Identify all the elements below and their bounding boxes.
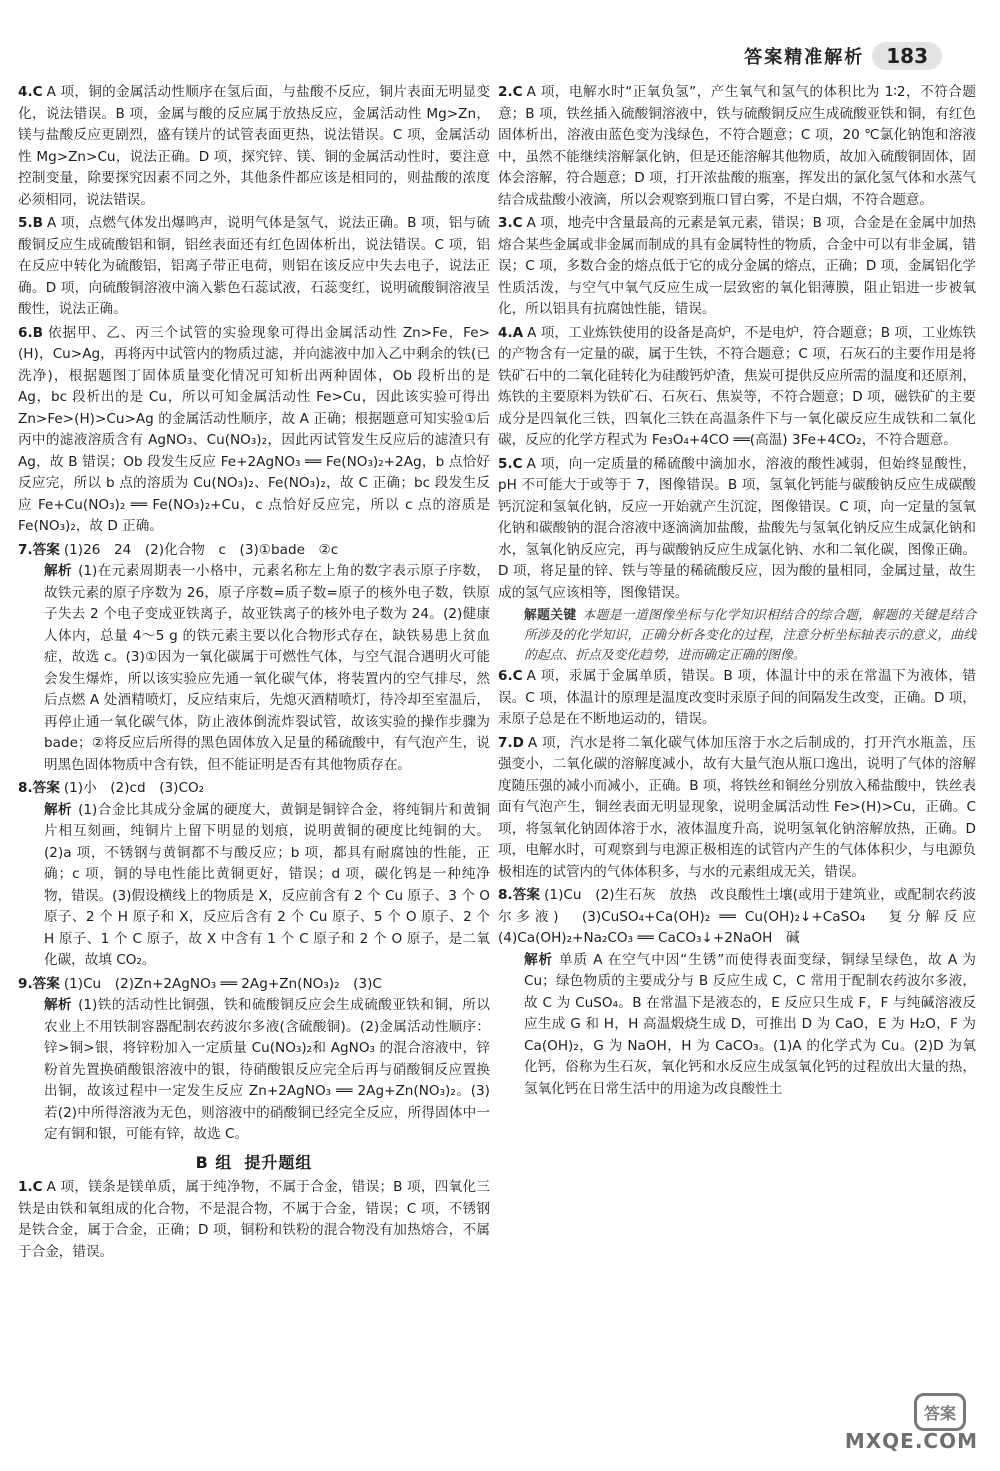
answer-text: A 项，向一定质量的稀硫酸中滴加水，溶液的酸性减弱，但始终显酸性，pH 不可能大于或等于 7，图像错误。B 项，氢氧化钙能与碳酸钠反应生成碳酸钙沉淀和氢氧化钠，反应一开始就产生沉淀，图像错误。C 项，向一定量的氢氧化钠和碳酸钠的混合溶液中逐滴滴加盐酸，盐酸先与氢氧化钠反应生成氯化钠和水，氢氧化钠反应完，再与碳酸钠反应生成氯化钠、水和二氧化碳，图像正确。D 项，将足量的锌、铁与等量的稀硫酸反应，因为酸的量相同，金属过量，故生成的氢气应该相等，图像错误。	[498, 455, 976, 601]
answer-text: A 项，电解水时“正氧负氢”，产生氧气和氢气的体积比为 1∶2，不符合题意；B 项，铁丝插入硫酸铜溶液中，铁与硫酸铜反应生成硫酸亚铁和铜，有红色固体析出，溶液由蓝色变为浅绿色，不符合题意；C 项，20 ℃氯化钠饱和溶液中，虽然不能继续溶解氯化钠，但是还能溶解其他物质，故加入硫酸铜固体，固体会溶解，符合题意；D 项，打开浓盐酸的瓶塞，挥发出的氯化氢气体和水蒸气结合成盐酸小液滴，所以会观察到瓶口冒白雾，不是白烟，不符合题意。	[498, 84, 976, 208]
analysis-tag: 解析	[44, 997, 73, 1013]
answer-item-7	[498, 733, 976, 884]
analysis-text: (1)在元素周期表一小格中，元素名称左上角的数字表示原子序数，故铁元素的原子序数为 26，原子序数=质子数=原子的核外电子数，铁原子失去 2 个电子变成亚铁离子，故亚铁离子的核外电子数为 24。(2)健康人体内，总量 4～5 g 的铁元素主要以化合物形式存在，缺铁易患上贫血症，故选 c。(3)①因为一氧化碳属于可燃性气体，与空气混合遇明火可能会发生爆炸，所以该实验应先通一氧化碳气体，将装置内的空气排尽，然后点燃 A 处酒精喷灯，反应结束后，先熄灭酒精喷灯，待冷却至室温后，再停止通一氧化碳气体，防止液体倒流炸裂试管，故该实验的操作步骤为 bade；②将反应后所得的黑色固体放入足量的稀硫酸中，有气泡产生，说明黑色固体物质中含有铁，但不能证明是否有其他物质存在。	[44, 563, 491, 773]
answer-text: A 项，工业炼铁使用的设备是高炉，不是电炉，符合题意；B 项，工业炼铁的产物含有一定量的碳，属于生铁，不符合题意；C 项，石灰石的主要作用是将铁矿石中的二氧化硅转化为硅酸钙炉渣，焦炭可提供反应所需的温度和还原剂，炼铁的主要原料为铁矿石、石灰石、焦炭等，不符合题意；D 项，磁铁矿的主要成分是四氧化三铁，四氧化三铁在高温条件下与一氧化碳反应生成铁和二氧化碳，反应的化学方程式为 Fe₃O₄+4CO ══(高温) 3Fe+4CO₂，不符合题意。	[498, 324, 976, 448]
answer-item-6	[18, 323, 490, 538]
tip-text: 本题是一道图像坐标与化学知识相结合的综合题，解题的关键是结合所涉及的化学知识，正确分析各变化的过程，注意分析坐标轴表示的意义，曲线的起点、折点及变化趋势，进而确定正确的图像。	[524, 608, 977, 663]
question-number: 7.答案	[18, 541, 60, 558]
question-number: 9.答案	[18, 975, 60, 992]
answer-item-4	[498, 323, 976, 452]
left-column	[18, 82, 490, 1265]
answer-text: A 项，地壳中含量最高的元素是氧元素，错误；B 项，合金是在金属中加热熔合某些金属或非金属而制成的具有金属特性的物质，合金中可以有非金属，错误；C 项，多数合金的熔点低于它的成分金属的熔点，正确；D 项，金属铝化学性质活泼，与空气中氧气反应生成一层致密的氧化铝薄膜，阻止铝进一步被氧化，所以铝具有抗腐蚀性能，错误。	[498, 215, 976, 317]
watermark-badge: 答案	[914, 1393, 966, 1431]
tip-tag: 解题关键	[524, 608, 577, 623]
answer-text: A 项，镁条是镁单质，属于纯净物，不属于合金，错误；B 项，四氧化三铁是由铁和氧组成的化合物，不是混合物，不属于合金，错误；C 项，不锈钢是铁合金，属于合金，正确；D 项，铜粉和铁粉的混合物没有加热熔合，不属于合金，错误。	[18, 1179, 490, 1260]
question-number: 2.C	[498, 84, 523, 100]
answer-text: A 项，点燃气体发出爆鸣声，说明气体是氢气，说法正确。B 项，铝与硫酸铜反应生成硫酸铝和铜，铝丝表面还有红色固体析出，说法错误。C 项，铝在反应中转化为硫酸铝，铝离子带正电荷，则铝在该反应中失去电子，说法正确。D 项，向硫酸铜溶液中滴入紫色石蕊试液，石蕊变红，说明硫酸铜溶液呈酸性，说法正确。	[18, 215, 490, 317]
answer-key: (1)26 24 (2)化合物 c (3)①bade ②c	[63, 541, 339, 558]
answer-item-9	[18, 974, 490, 1146]
answer-item-7	[18, 540, 490, 777]
question-number: 8.答案	[18, 780, 60, 796]
answer-item-6	[498, 666, 976, 731]
answer-text: 依据甲、乙、丙三个试管的实验现象可得出金属活动性 Zn>Fe，Fe>(H)，Cu>Ag，再将丙中试管内的物质过滤，并向滤液中加入乙中剩余的铁(已洗净)，根据题图丁固体质量变化情况可知析出两种固体，Ob 段析出的是 Ag，bc 段析出的是 Cu，所以可知金属活动性 Fe>Cu，因此该实验可得出 Zn>Fe>(H)>Cu>Ag 的金属活动性顺序，故 A 正确；根据题意可知实验①后丙中的滤液溶质含有 AgNO₃、Cu(NO₃)₂，因此丙试管发生反应后的滤渣只有 Ag，故 B 错误；Ob 段发生反应 Fe+2AgNO₃ ══ Fe(NO₃)₂+2Ag，b 点恰好反应完，所以 b 点的溶质为 Cu(NO₃)₂、Fe(NO₃)₂，故 C 正确；bc 段发生反应 Fe+Cu(NO₃)₂ ══ Fe(NO₃)₂+Cu，c 点恰好反应完，所以 c 点的溶质是 Fe(NO₃)₂，故 D 正确。	[18, 324, 490, 534]
analysis-text: (1)铁的活动性比铜强，铁和硫酸铜反应会生成硫酸亚铁和铜，所以农业上不用铁制容器配制农药波尔多液(含硫酸铜)。(2)金属活动性顺序：锌>铜>银，将锌粉加入一定质量 Cu(NO₃)₂和 AgNO₃ 的混合溶液中，锌粉首先置换硝酸银溶液中的银，待硝酸银反应完全后再与硝酸铜反应置换出铜，故该过程中一定发生反应 Zn+2AgNO₃ ══ 2Ag+Zn(NO₃)₂。(3)若(2)中所得溶液为无色，则溶液中的硝酸铜已经完全反应，所得固体中一定有铜和银，可能有锌，故选 C。	[44, 997, 491, 1142]
question-number: 5.B	[18, 215, 43, 231]
page-header	[744, 40, 942, 72]
answer-text: A 项，铜的金属活动性顺序在氢后面，与盐酸不反应，铜片表面无明显变化，说法错误。B 项，金属与酸的反应属于放热反应，金属活动性 Mg>Zn，镁与盐酸反应更剧烈，盛有镁片的试管表面更热，说法错误。C 项，金属活动性 Mg>Zn>Cu，说法正确。D 项，探究锌、镁、铜的金属活动性时，要注意控制变量，除要探究因素不同之外，其他条件都应该是相同的，则盐酸的浓度必须相同，说法错误。	[18, 84, 490, 208]
question-number: 5.C	[498, 455, 523, 472]
answer-item-3	[498, 213, 976, 321]
key-tip	[498, 606, 976, 666]
right-column	[498, 82, 990, 1102]
question-number: 7.D	[498, 734, 524, 751]
question-number: 4.C	[18, 84, 43, 100]
answer-key: (1)Cu (2)生石灰 放热 改良酸性土壤(或用于建筑业，或配制农药波尔多液) (3)CuSO₄+Ca(OH)₂ ══ Cu(OH)₂↓+CaSO₄ 复分解反应 (4)Ca(OH)₂+Na₂CO₃ ══ CaCO₃↓+2NaOH 碱	[498, 887, 990, 946]
analysis-tag: 解析	[44, 801, 73, 818]
question-number: 1.C	[18, 1179, 43, 1195]
answer-item-5	[18, 213, 490, 321]
question-number: 6.B	[18, 324, 43, 341]
answer-key: (1)小 (2)cd (3)CO₂	[63, 780, 205, 796]
analysis-text: (1)合金比其成分金属的硬度大，黄铜是铜锌合金，将纯铜片和黄铜片相互刻画，纯铜片上留下明显的划痕，说明黄铜的硬度比纯铜的大。(2)a 项，不锈钢与黄铜都不与酸反应；b 项，都具有耐腐蚀的性能，正确；c 项，铜的导电性能比黄铜更好，错误；d 项，碳化钨是一种纯净物，错误。(3)假设横线上的物质是 X，反应前含有 2 个 Cu 原子、3 个 O 原子、2 个 H 原子和 X，反应后含有 2 个 Cu 原子、5 个 O 原子、2 个 H 原子、1 个 C 原子，故 X 中含有 1 个 C 原子和 2 个 O 原子，是二氧化碳，故填 CO₂。	[44, 801, 491, 968]
analysis-tag: 解析	[44, 563, 73, 579]
analysis	[498, 950, 976, 1101]
question-number: 8.答案	[498, 887, 541, 903]
question-number: 3.C	[498, 215, 523, 231]
watermark-text: MXQE.COM	[844, 1429, 978, 1453]
page-number: 183	[872, 42, 942, 70]
answer-item-8	[18, 778, 490, 972]
analysis	[18, 561, 490, 776]
header-title: 答案精准解析	[744, 47, 865, 68]
analysis-text: 单质 A 在空气中因“生锈”而使得表面变绿，铜绿呈绿色，故 A 为 Cu；绿色物质的主要成分与 B 反应生成 C，C 常用于配制农药波尔多液，故 C 为 CuSO₄。B 在常温下是液态的，E 反应只生成 F，F 与纯碱溶液反应生成 G 和 H，H 高温煅烧生成 D，可推出 D 为 CaO，E 为 H₂O，F 为 Ca(OH)₂，G 为 NaOH，H 为 CaCO₃。(1)A 的化学式为 Cu。(2)D 为氧化钙，俗称为生石灰，氧化钙和水反应生成氢氧化钙的过程放出大量的热，氢氧化钙在日常生活中的用途为改良酸性土	[524, 951, 976, 1097]
question-number: 4.A	[498, 324, 524, 341]
group-heading	[18, 1152, 490, 1174]
group-title: 提升题组	[244, 1152, 313, 1172]
answer-item-5	[498, 454, 976, 605]
answer-key: (1)Cu (2)Zn+2AgNO₃ ══ 2Ag+Zn(NO₃)₂ (3)C	[63, 975, 382, 992]
question-number: 6.C	[498, 668, 523, 684]
group-label: B 组	[195, 1152, 233, 1172]
analysis	[18, 800, 490, 972]
answer-item-8	[498, 885, 990, 1100]
analysis-tag: 解析	[524, 951, 553, 968]
answer-item-2	[498, 82, 976, 211]
analysis	[18, 995, 490, 1146]
answer-item-b1	[18, 1177, 490, 1263]
answer-item-4	[18, 82, 490, 211]
answer-text: A 项，汞属于金属单质，错误。B 项，体温计中的汞在常温下为液体，错误。C 项，体温计的原理是温度改变时汞原子间的间隔发生改变，正确。D 项，汞原子总是在不断地运动的，错误。	[498, 668, 976, 727]
answer-text: A 项，汽水是将二氧化碳气体加压溶于水之后制成的，打开汽水瓶盖，压强变小，二氧化碳的溶解度减小，故有大量气泡从瓶口逸出，说明了气体的溶解度随压强的减小而减小，正确。B 项，将铁丝和铜丝分别放入稀盐酸中，铁丝表面有气泡产生，铜丝表面无明显现象，说明金属活动性 Fe>(H)>Cu，正确。C 项，将氢氧化钠固体溶于水，液体温度升高，说明氢氧化钠溶解放热，正确。D 项，电解水时，可观察到与电源正极相连的试管内产生的气体体积少，与电源负极相连的试管内的气体体积多，与水的元素组成无关，错误。	[498, 734, 976, 880]
